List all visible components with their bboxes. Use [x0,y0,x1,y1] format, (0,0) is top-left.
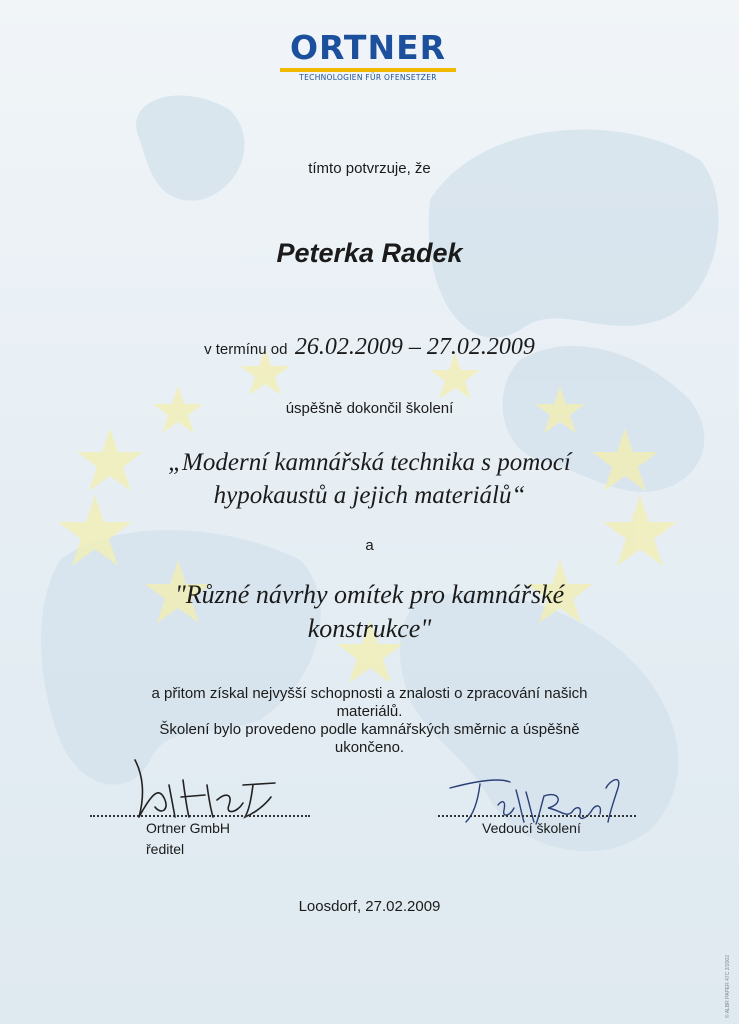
course-title-2-line-1: "Různé návrhy omítek pro kamnářské [174,580,565,609]
body-line-2: materiálů. [336,703,403,720]
body-line-1: a přitom získal nejvyšší schopnosti a znalosti o zpracování našich [151,685,588,702]
course-title-2 [0,578,739,646]
logo-tagline: TECHNOLOGIEN FÜR OFENSETZER [299,73,437,82]
signer-role-right: Vedoucí školení [482,820,581,836]
course-title-2-line-2: konstrukce" [307,614,432,643]
signature-line-left [90,815,310,817]
confirm-text: tímto potvrzuje, že [308,160,431,177]
body-paragraph [0,685,739,757]
logo-yellow-bar [280,68,456,72]
signature-line-right [438,815,636,817]
signer-role-left: ředitel [146,841,185,857]
completed-text: úspěšně dokončil školení [285,400,454,417]
conjunction: a [365,537,374,554]
signer-company: Ortner GmbH [146,820,231,836]
recipient-name: Peterka Radek [276,238,463,268]
signature-block-right [438,815,636,838]
signature-block-left [90,815,310,859]
term-line [0,334,739,361]
term-dates: 26.02.2009 – 27.02.2009 [294,334,535,360]
course-title-1 [0,446,739,512]
ortner-logo [278,30,458,82]
course-title-1-line-2: hypokaustů a jejich materiálů“ [213,482,526,509]
paper-edge-print: © ALBR PAPER 47C 2/2002 [725,955,731,1019]
logo-wordmark: ORTNER [289,28,447,67]
body-line-3: Školení bylo provedeno podle kamnářských směrnic a úspěšně [159,721,580,738]
body-line-4: ukončeno. [334,739,405,756]
course-title-1-line-1: „Moderní kamnářská technika s pomocí [168,449,571,476]
place-and-date: Loosdorf, 27.02.2009 [298,898,441,915]
term-label: v termínu od [204,341,288,358]
